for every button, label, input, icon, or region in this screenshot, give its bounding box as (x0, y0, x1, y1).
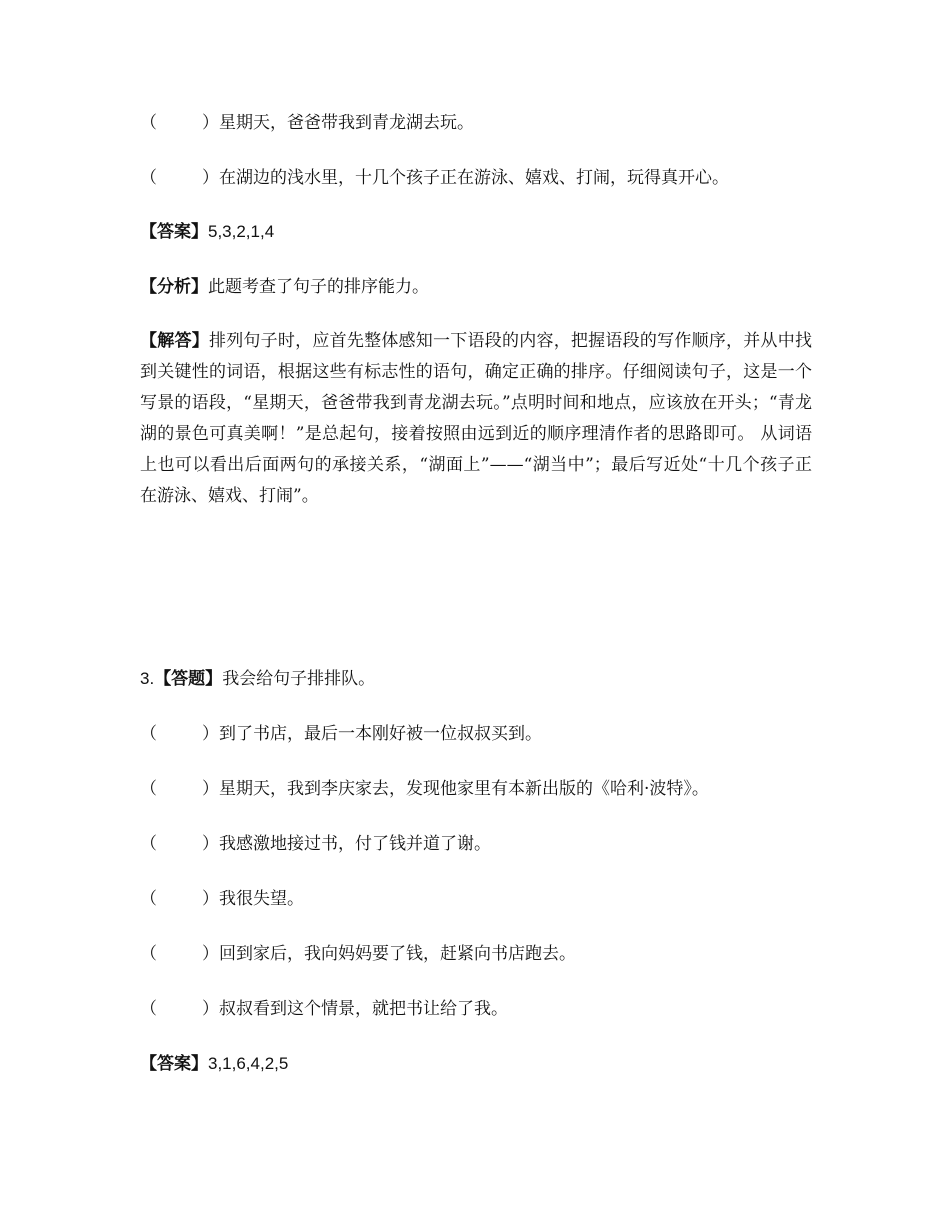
q3-item-6 (140, 993, 830, 1025)
close-paren: ） (202, 113, 219, 133)
answer-value: 5,3,2,1,4 (208, 222, 275, 241)
q2-solution (140, 326, 812, 512)
q3-item-5 (140, 938, 830, 970)
q3-item-2 (140, 773, 830, 805)
sentence-text: 星期天，我到李庆家去，发现他家里有本新出版的《哈利·波特》。 (219, 779, 709, 799)
sentence-text: 我很失望。 (219, 889, 304, 909)
sentence-text: 我感激地接过书，付了钱并道了谢。 (219, 834, 491, 854)
q2-answer (140, 216, 830, 248)
q2-item-1 (140, 107, 830, 139)
answer-tag: 【答案】 (140, 222, 208, 242)
close-paren: ） (202, 999, 219, 1019)
q3-answer (140, 1048, 830, 1080)
q3-heading (140, 663, 830, 695)
close-paren: ） (202, 834, 219, 854)
close-paren: ） (202, 724, 219, 744)
open-paren: （ (140, 834, 157, 854)
open-paren: （ (140, 779, 157, 799)
open-paren: （ (140, 724, 157, 744)
open-paren: （ (140, 889, 157, 909)
question-number: 3. (140, 669, 155, 688)
q2-item-2 (140, 162, 830, 194)
q3-item-3 (140, 828, 830, 860)
sentence-text: 星期天，爸爸带我到青龙湖去玩。 (219, 113, 474, 133)
sentence-text: 回到家后，我向妈妈要了钱，赶紧向书店跑去。 (219, 944, 576, 964)
q3-item-1 (140, 718, 830, 750)
sentence-text: 在湖边的浅水里，十几个孩子正在游泳、嬉戏、打闹，玩得真开心。 (219, 168, 729, 188)
q3-item-4 (140, 883, 830, 915)
solution-text: 排列句子时，应首先整体感知一下语段的内容，把握语段的写作顺序，并从中找到关键性的词语，根据这些有标志性的语句，确定正确的排序。仔细阅读句子，这是一个写景的语段，“星期天，爸爸带我到青龙湖去玩。”点明时间和地点，应该放在开头；“青龙湖的景色可真美啊！”是总起句，接着按照由远到近的顺序理清作者的思路即可。 从词语上也可以看出后面两句的承接关系，“湖面上”——“湖当中”；最后写近处“十几个孩子正在游泳、嬉戏、打闹”。 (140, 331, 813, 506)
q2-analysis (140, 271, 830, 303)
close-paren: ） (202, 168, 219, 188)
open-paren: （ (140, 999, 157, 1019)
sentence-text: 叔叔看到这个情景，就把书让给了我。 (219, 999, 508, 1019)
close-paren: ） (202, 889, 219, 909)
answer-value: 3,1,6,4,2,5 (208, 1054, 289, 1073)
open-paren: （ (140, 113, 157, 133)
open-paren: （ (140, 168, 157, 188)
sentence-text: 到了书店，最后一本刚好被一位叔叔买到。 (219, 724, 542, 744)
solution-tag: 【解答】 (140, 331, 209, 351)
analysis-text: 此题考查了句子的排序能力。 (208, 277, 429, 297)
question-title: 我会给句子排排队。 (222, 669, 376, 689)
close-paren: ） (202, 779, 219, 799)
open-paren: （ (140, 944, 157, 964)
answer-tag: 【答案】 (140, 1054, 208, 1074)
analysis-tag: 【分析】 (140, 277, 208, 297)
close-paren: ） (202, 944, 219, 964)
question-tag: 【答题】 (154, 669, 223, 689)
